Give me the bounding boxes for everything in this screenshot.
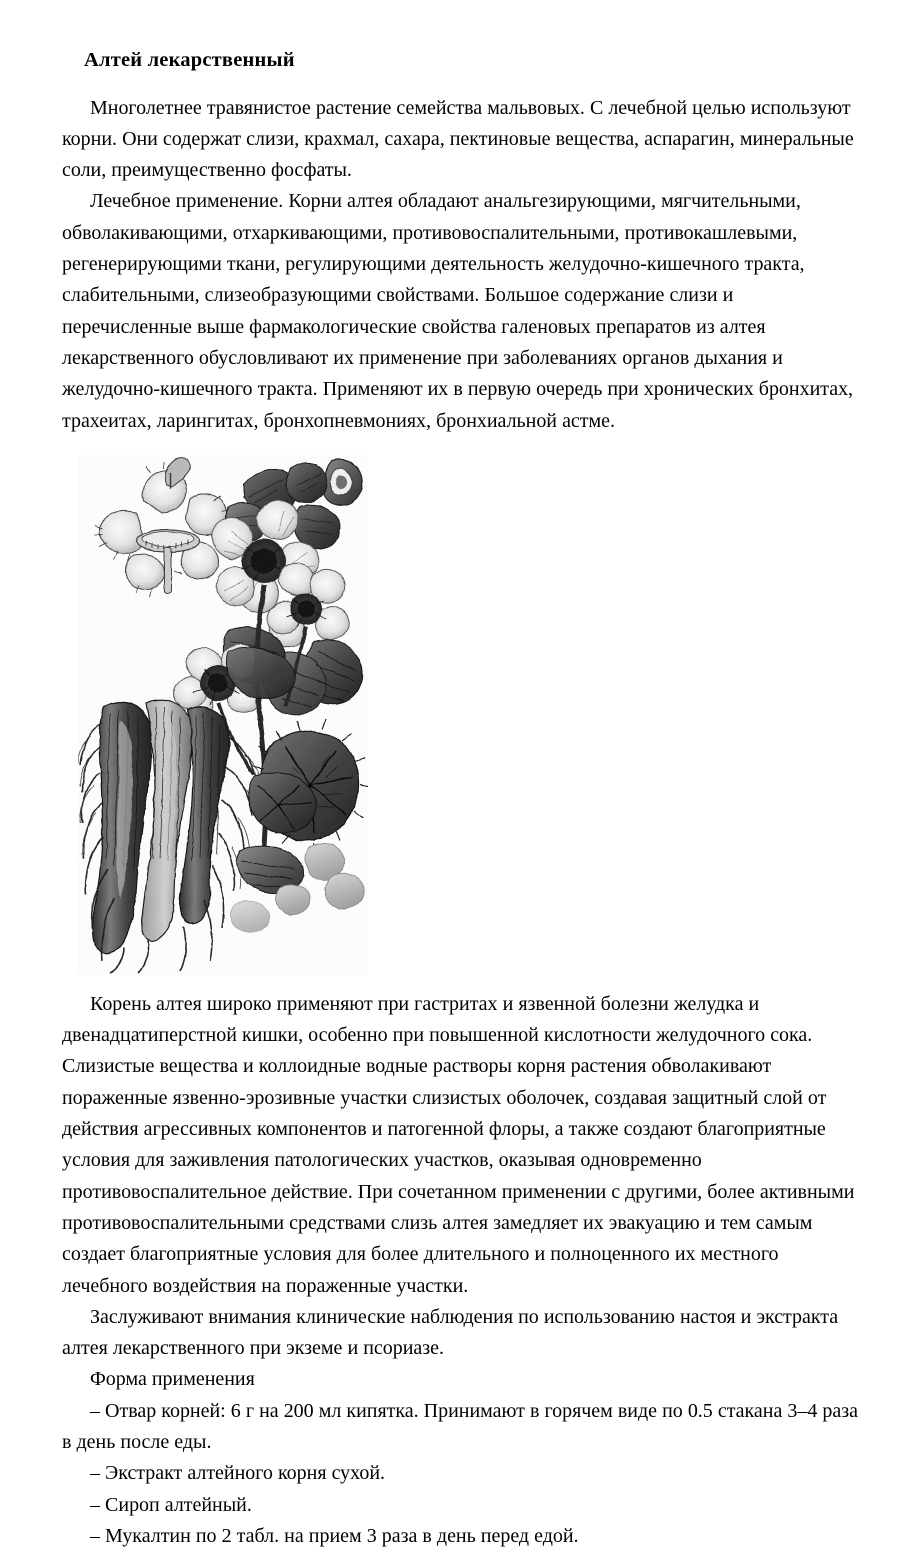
intro-section xyxy=(62,93,864,437)
form-item-syrup: – Сироп алтейный. xyxy=(90,1493,252,1516)
botanical-engraving-svg xyxy=(78,455,368,975)
forms-heading: Форма применения xyxy=(90,1368,255,1391)
form-item-mukaltin: – Мукалтин по 2 табл. на прием 3 раза в день перед едой. xyxy=(90,1524,579,1547)
body-section xyxy=(62,989,864,1552)
form-item-decoction: – Отвар корней: 6 г на 200 мл кипятка. Принимают в горячем виде по 0.5 стакана 3–4 раза в день после еды. xyxy=(62,1399,858,1454)
body-paragraph-3: Корень алтея широко применяют при гастритах и язвенной болезни желудка и двенадцатиперстной кишки, особенно при повышенной кислотности желудочного сока. Слизистые вещества и коллоидные водные растворы корня растения обволакивают пораженные язвенно-эрозивные участки слизистых оболочек, создавая защитный слой от действия агрессивных компонентов и патогенной флоры, а также создают благоприятные условия для заживления патологических участков, оказывая одновременно противовоспалительное действие. При сочетанном применении с другими, более активными противовоспалительными средствами слизь алтея замедляет их эвакуацию и тем самым создает благоприятные условия для более длительного и полноценного их местного лечебного воздействия на пораженные участки. xyxy=(62,992,855,1297)
seed-capsule-detail xyxy=(323,460,362,505)
intro-paragraph-1: Многолетнее травянистое растение семейства мальвовых. С лечебной целью используют корни. Они содержат слизи, крахмал, сахара, пектиновые вещества, аспарагин, минеральные соли, преимущественно фосфаты. xyxy=(62,96,854,182)
intro-paragraph-2: Лечебное применение. Корни алтея обладают анальгезирующими, мягчительными, обволакивающими, отхаркивающими, противовоспалительными, противокашлевыми, регенерирующими ткани, регулирующими деятельность желудочно-кишечного тракта, слабительными, слизеобразующими свойствами. Большое содержание слизи и перечисленные выше фармакологические свойства галеновых препаратов из алтея лекарственного обусловливают их применение при заболеваниях органов дыхания и желудочно-кишечного тракта. Применяют их в первую очередь при хронических бронхитах, трахеитах, ларингитах, бронхопневмониях, бронхиальной астме. xyxy=(62,190,854,432)
form-item-dry-extract: – Экстракт алтейного корня сухой. xyxy=(90,1462,386,1485)
page-title: Алтей лекарственный xyxy=(84,49,295,71)
plant-illustration xyxy=(78,455,368,975)
body-paragraph-4: Заслуживают внимания клинические наблюдения по использованию настоя и экстракта алтея лекарственного при экземе и псориазе. xyxy=(62,1305,839,1360)
